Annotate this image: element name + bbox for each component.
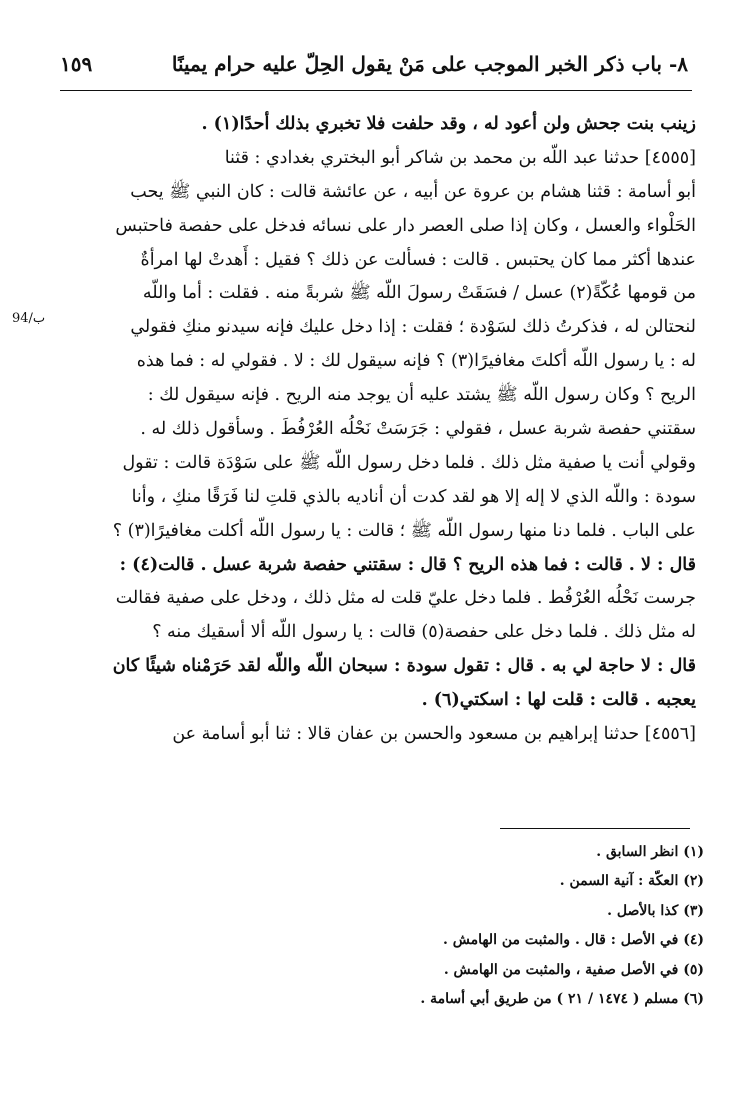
text-line: له مثل ذلك . فلما دخل على حفصة(٥) قالت : يا رسول اللّه ألا أسقيك منه ؟: [152, 622, 696, 643]
text-line: عندها أكثر مما كان يحتبس . قالت : فسألت عن ذلك ؟ فقيل : أَهدتْ لها امرأةٌ: [140, 249, 696, 270]
margin-folio-note: ب/94: [12, 311, 46, 326]
text-line: الريح ؟ وكان رسول اللّه ﷺ يشتد عليه أن يوجد منه الريح . فإنه سيقول لك :: [147, 385, 696, 406]
text-line: على الباب . فلما دنا منها رسول اللّه ﷺ ؛ قالت : يا رسول اللّه أكلت مغافيرًا(٣) ؟: [112, 520, 696, 541]
main-text: [60, 108, 696, 752]
text-line: الحَلْواء والعسل ، وكان إذا صلى العصر دار على نسائه فدخل على حفصة فاحتبس: [115, 215, 696, 236]
page-header: [60, 50, 688, 86]
text-line: جرست نَحْلُه العُرْفُط . فلما دخل عليّ قلت له مثل ذلك ، ودخل على صفية فقالت: [115, 588, 696, 609]
header-divider: [60, 90, 692, 91]
footnote: (٣) كذا بالأصل .: [607, 902, 704, 919]
text-line: سودة : واللّه الذي لا إله إلا هو لقد كدت أن أناديه بالذي قلتِ لنا فَرَقًا منكِ ، وأنا: [131, 486, 696, 507]
footnote: (٥) في الأصل صفية ، والمثبت من الهامش .: [443, 961, 704, 978]
text-line: قال : لا . قالت : فما هذه الريح ؟ قال : سقتني حفصة شربة عسل . قالت(٤) :: [119, 554, 696, 575]
text-line: أبو أسامة : قثنا هشام بن عروة عن أبيه ، عن عائشة قالت : كان النبي ﷺ يحب: [130, 181, 696, 202]
text-line: [٤٥٥٦] حدثنا إبراهيم بن مسعود والحسن بن عفان قالا : ثنا أبو أسامة عن: [172, 724, 696, 745]
text-line: لنحتالن له ، فذكرتُ ذلك لسَوْدة ؛ فقلت : إذا دخل عليك فإنه سيدنو منكِ فقولي: [130, 317, 696, 338]
text-line: يعجبه . قالت : قلت لها : اسكتي(٦) .: [421, 690, 696, 711]
page-number: ١٥٩: [60, 52, 93, 76]
footnote: (٤) في الأصل : قال . والمثبت من الهامش .: [442, 932, 704, 949]
footnotes: [200, 838, 704, 1014]
chapter-title: ٨- باب ذكر الخبر الموجب على مَنْ يقول الحِلّ عليه حرام يمينًا: [171, 52, 688, 76]
text-line: من قومها عُكّةً(٢) عسل / فسَقَتْ رسولَ اللّه ﷺ شربةً منه . فقلت : أما واللّه: [142, 283, 696, 304]
text-line: قال : لا حاجة لي به . قال : تقول سودة : سبحان اللّه واللّه لقد حَرَمْناه شيئًا كان: [112, 656, 696, 677]
text-line: وقولي أنت يا صفية مثل ذلك . فلما دخل رسول اللّه ﷺ على سَوْدَة قالت : تقول: [122, 452, 696, 473]
text-line: سقتني حفصة شربة عسل ، فقولي : جَرَسَتْ نَحْلُه العُرْفُطَ . وسأقول ذلك له .: [140, 419, 696, 440]
footnote: (١) انظر السابق .: [596, 844, 704, 860]
text-line: زينب بنت جحش ولن أعود له ، وقد حلفت فلا تخبري بذلك أحدًا(١) .: [201, 114, 696, 134]
footnote: (٢) العكّة : آنية السمن .: [559, 873, 704, 890]
text-line: [٤٥٥٥] حدثنا عبد اللّه بن محمد بن شاكر أبو البختري بغدادي : قثنا: [224, 147, 696, 168]
text-line: له : يا رسول اللّه أكلتَ مغافيرًا(٣) ؟ فإنه سيقول لك : لا . فقولي له : فما هذه: [136, 351, 696, 372]
footnote: (٦) مسلم ( ١٤٧٤ / ٢١ ) من طريق أبي أسامة .: [420, 990, 704, 1007]
footnote-divider: [500, 828, 690, 829]
